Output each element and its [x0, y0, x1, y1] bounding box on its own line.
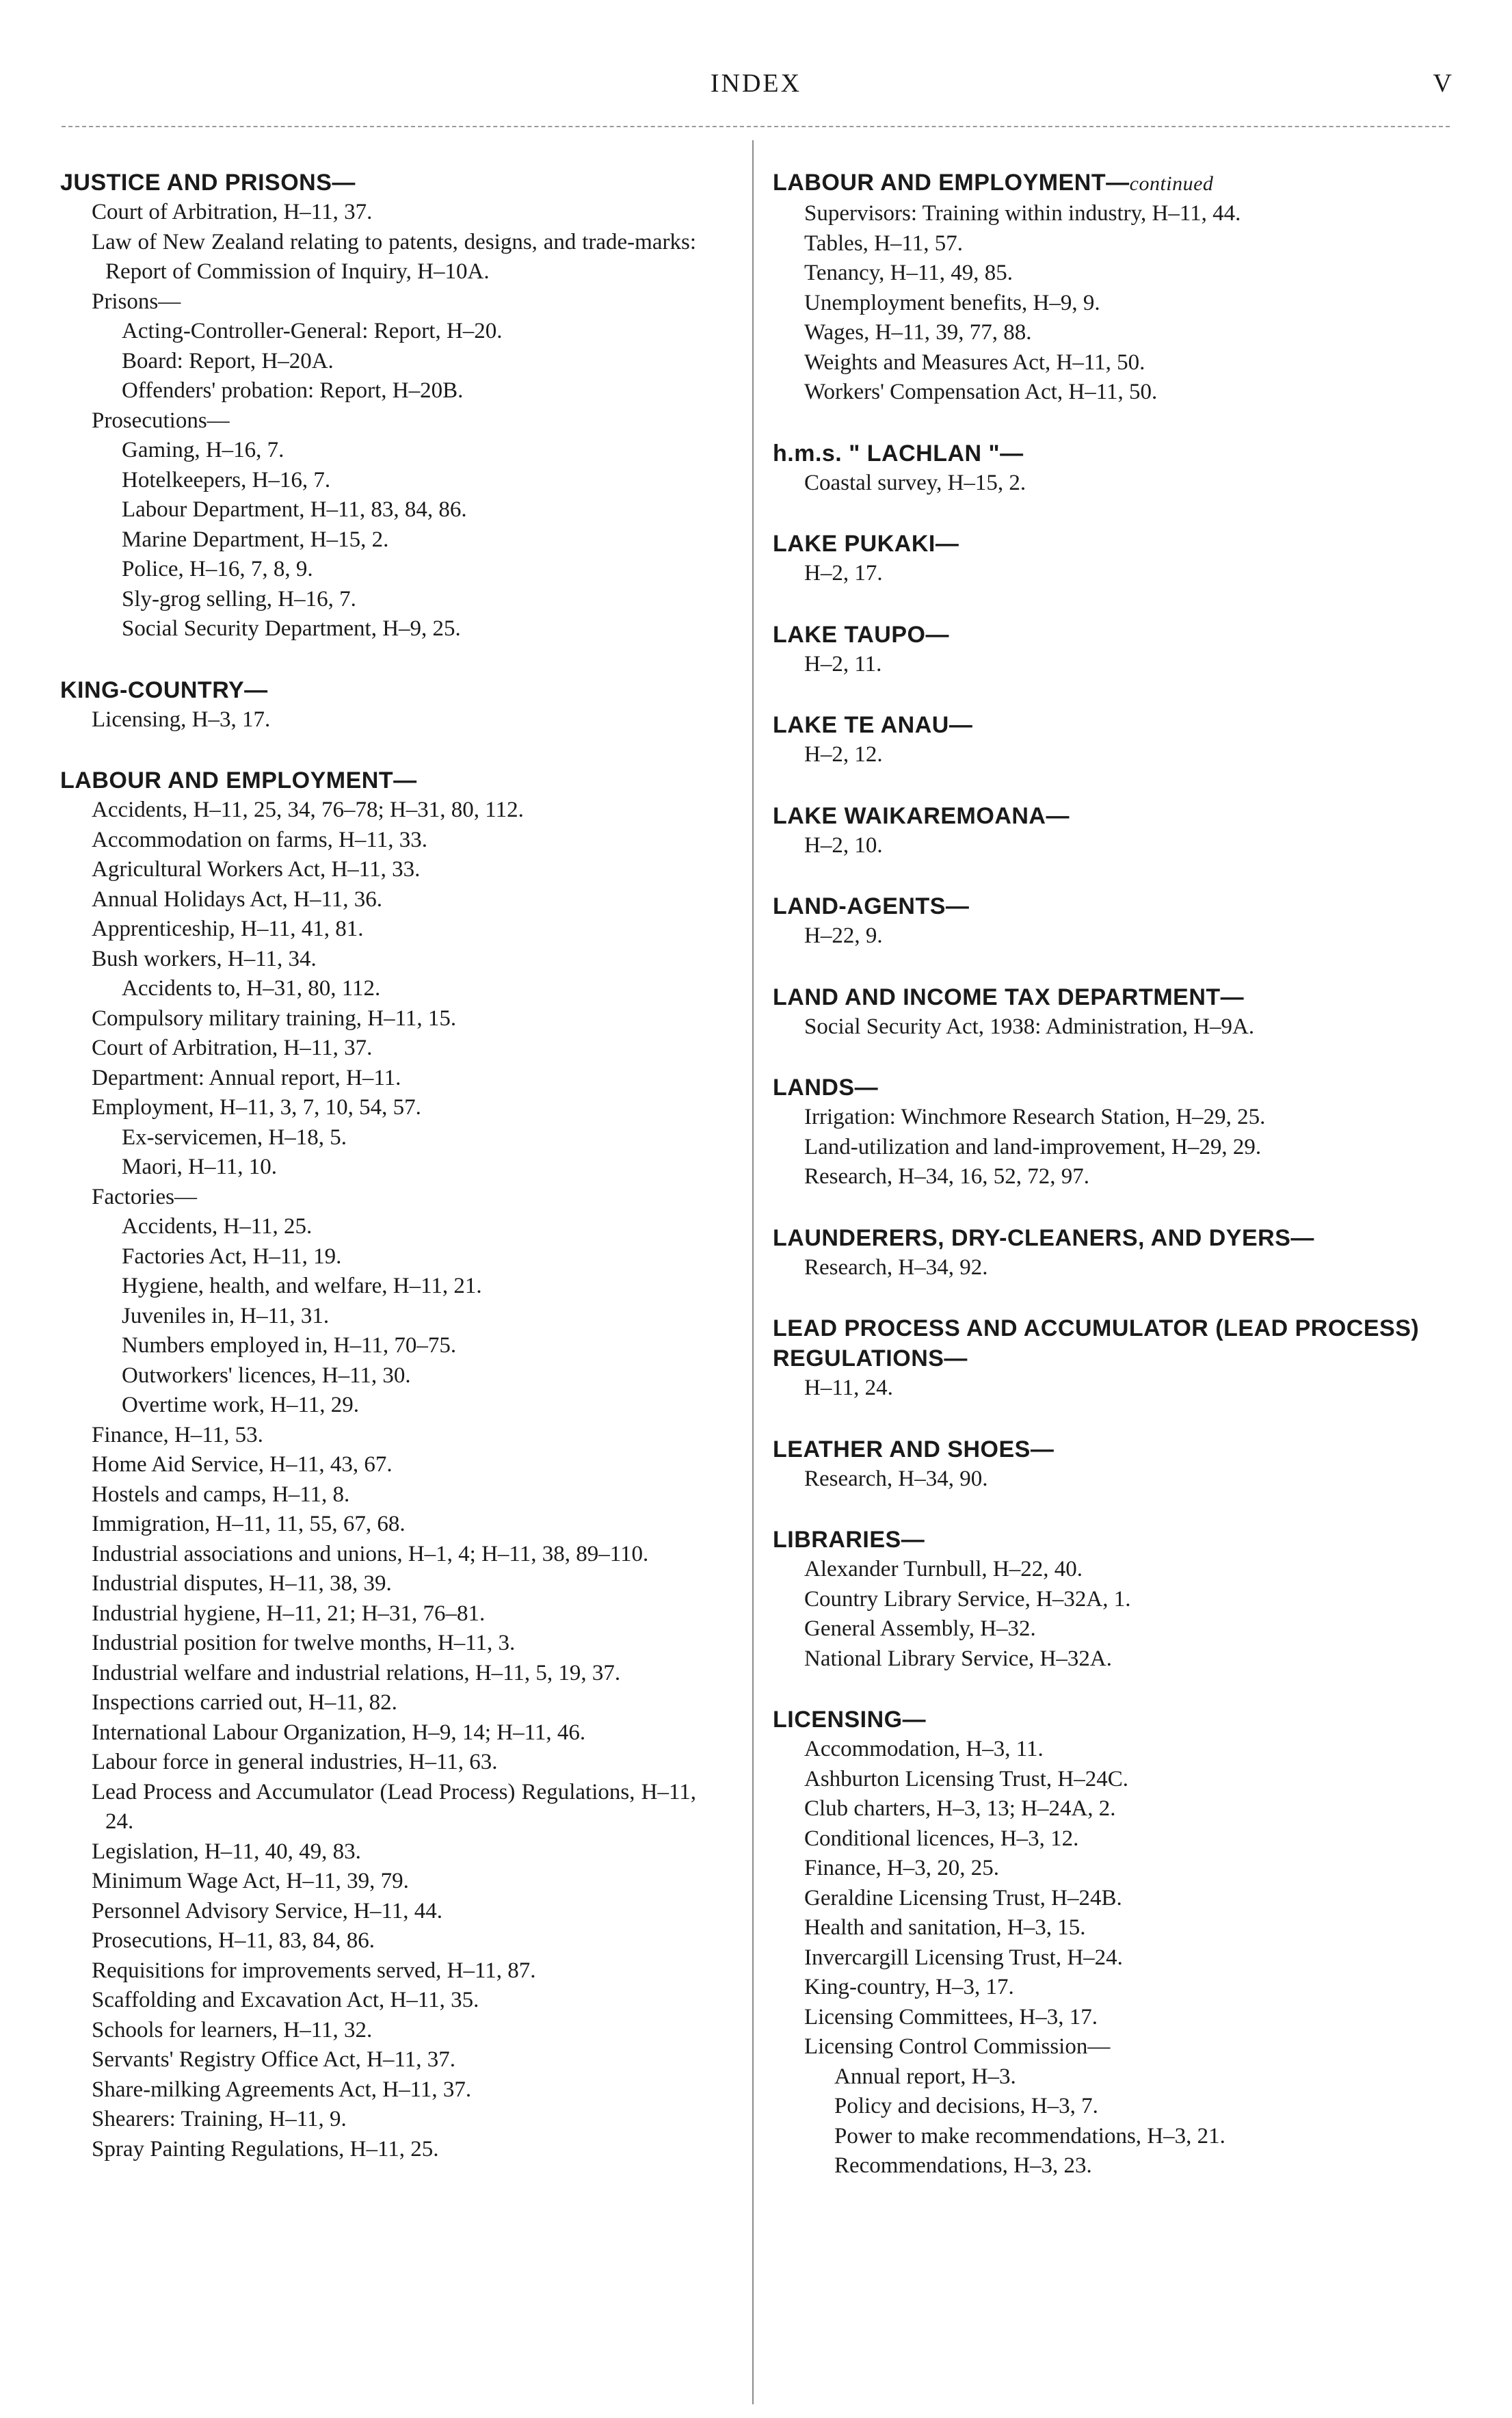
index-block [60, 765, 696, 2164]
index-entry: Unemployment benefits, H–9, 9. [804, 290, 1100, 315]
page-title: INDEX [710, 69, 802, 98]
index-entry: Inspections carried out, H–11, 82. [92, 1690, 397, 1715]
index-entry: Hygiene, health, and welfare, H–11, 21. [122, 1274, 482, 1298]
index-entry: National Library Service, H–32A. [804, 1646, 1112, 1671]
index-heading-text: LABOUR AND EMPLOYMENT— [60, 767, 417, 793]
index-heading [773, 982, 1443, 1012]
index-block [773, 1223, 1443, 1283]
index-entry: Weights and Measures Act, H–11, 50. [804, 350, 1145, 375]
index-heading [773, 1313, 1443, 1374]
index-entry: Overtime work, H–11, 29. [122, 1393, 360, 1417]
index-heading-text: LAKE TE ANAU— [773, 712, 973, 738]
index-entry: Licensing Control Commission— [804, 2034, 1111, 2059]
index-entry: Personnel Advisory Service, H–11, 44. [92, 1898, 442, 1923]
index-entry: Industrial hygiene, H–11, 21; H–31, 76–81. [92, 1601, 486, 1626]
index-entry: Maori, H–11, 10. [122, 1155, 278, 1179]
index-entry: Prosecutions, H–11, 83, 84, 86. [92, 1928, 375, 1953]
index-entry: Hostels and camps, H–11, 8. [92, 1482, 350, 1507]
index-entry: H–11, 24. [804, 1376, 893, 1400]
index-entry: H–2, 12. [804, 742, 883, 767]
index-entry: Finance, H–11, 53. [92, 1422, 263, 1447]
index-entry: Industrial disputes, H–11, 38, 39. [92, 1571, 392, 1596]
index-entry: Labour Department, H–11, 83, 84, 86. [122, 497, 467, 522]
index-block [60, 168, 696, 644]
index-block [773, 801, 1443, 861]
index-entry: Police, H–16, 7, 8, 9. [122, 557, 313, 581]
index-entry: Employment, H–11, 3, 7, 10, 54, 57. [92, 1095, 421, 1120]
index-entry: Tenancy, H–11, 49, 85. [804, 261, 1013, 285]
index-heading [773, 620, 1443, 650]
index-heading [773, 801, 1443, 831]
index-entry: Spray Painting Regulations, H–11, 25. [92, 2136, 439, 2161]
index-entry: Legislation, H–11, 40, 49, 83. [92, 1839, 361, 1864]
index-heading-text: LICENSING— [773, 1707, 927, 1733]
index-entry: Recommendations, H–3, 23. [834, 2153, 1092, 2178]
index-entry: Power to make recommendations, H–3, 21. [834, 2123, 1225, 2148]
index-heading-text: LAUNDERERS, DRY-CLEANERS, AND DYERS— [773, 1224, 1314, 1251]
index-entry: Share-milking Agreements Act, H–11, 37. [92, 2077, 472, 2102]
index-heading-text: LAND-AGENTS— [773, 893, 970, 919]
index-entry: Shearers: Training, H–11, 9. [92, 2107, 347, 2131]
index-entry: Apprenticeship, H–11, 41, 81. [92, 917, 364, 941]
index-entry: Land-utilization and land-improvement, H–29, 29. [804, 1134, 1262, 1159]
index-entry: Juveniles in, H–11, 31. [122, 1303, 330, 1328]
index-entry: Industrial welfare and industrial relations, H–11, 5, 19, 37. [92, 1660, 621, 1685]
index-block [773, 529, 1443, 589]
index-heading-text: LAKE TAUPO— [773, 621, 949, 648]
index-entry: Compulsory military training, H–11, 15. [92, 1006, 457, 1031]
column-divider [752, 140, 754, 2404]
index-entry: H–2, 17. [804, 561, 883, 586]
right-column [773, 168, 1443, 2212]
index-entry: Accommodation, H–3, 11. [804, 1737, 1044, 1761]
index-entry: Supervisors: Training within industry, H–11, 44. [804, 201, 1241, 226]
index-entry: Sly-grog selling, H–16, 7. [122, 586, 356, 612]
index-entry: Social Security Department, H–9, 25. [122, 616, 461, 641]
index-entry: Department: Annual report, H–11. [92, 1065, 401, 1090]
index-entry: Labour force in general industries, H–11, 63. [92, 1750, 498, 1774]
index-entry: International Labour Organization, H–9, 14; H–11, 46. [92, 1720, 586, 1745]
index-entry: Annual Holidays Act, H–11, 36. [92, 886, 382, 912]
index-entry: Ashburton Licensing Trust, H–24C. [804, 1766, 1128, 1791]
index-entry: H–2, 11. [804, 651, 882, 676]
index-entry: Court of Arbitration, H–11, 37. [92, 200, 373, 224]
running-head [0, 68, 1512, 109]
index-entry: Coastal survey, H–15, 2. [804, 470, 1026, 495]
index-entry: Ex-servicemen, H–18, 5. [122, 1125, 347, 1150]
index-entry: Scaffolding and Excavation Act, H–11, 35. [92, 1988, 479, 2012]
index-heading [773, 168, 1443, 199]
index-entry: Lead Process and Accumulator (Lead Process) Regulations, H–11, 24. [92, 1779, 696, 1834]
index-entry: Invercargill Licensing Trust, H–24. [804, 1945, 1123, 1970]
index-block [773, 1073, 1443, 1192]
index-heading [60, 168, 696, 198]
index-heading-text: LEAD PROCESS AND ACCUMULATOR (LEAD PROCESS) REGULATIONS— [773, 1315, 1420, 1371]
index-block [773, 710, 1443, 770]
index-entry: Bush workers, H–11, 34. [92, 946, 317, 971]
index-entry: Research, H–34, 92. [804, 1254, 988, 1280]
index-entry: Requisitions for improvements served, H–11, 87. [92, 1958, 536, 1983]
index-entry: Licensing Committees, H–3, 17. [804, 2004, 1098, 2029]
index-heading [773, 891, 1443, 921]
index-heading-text: JUSTICE AND PRISONS— [60, 170, 356, 196]
index-block [773, 1313, 1443, 1404]
index-entry: Tables, H–11, 57. [804, 231, 964, 256]
index-entry: Geraldine Licensing Trust, H–24B. [804, 1885, 1122, 1910]
index-entry: Gaming, H–16, 7. [122, 438, 284, 462]
index-block [773, 1434, 1443, 1495]
index-heading-text: LABOUR AND EMPLOYMENT— [773, 170, 1130, 196]
index-entry: Wages, H–11, 39, 77, 88. [804, 320, 1032, 345]
index-block [773, 982, 1443, 1042]
index-entry: Acting-Controller-General: Report, H–20. [122, 319, 503, 343]
index-entry: Social Security Act, 1938: Administration, H–9A. [804, 1014, 1255, 1039]
index-heading [60, 765, 696, 796]
index-entry: Home Aid Service, H–11, 43, 67. [92, 1452, 393, 1477]
index-entry: Agricultural Workers Act, H–11, 33. [92, 857, 421, 882]
index-entry: Annual report, H–3. [834, 2064, 1016, 2089]
index-entry: Board: Report, H–20A. [122, 348, 334, 373]
index-entry: Finance, H–3, 20, 25. [804, 1856, 1000, 1880]
index-entry: Prosecutions— [92, 408, 230, 433]
index-block [773, 168, 1443, 408]
index-entry: Irrigation: Winchmore Research Station, H–29, 25. [804, 1105, 1266, 1129]
index-heading-text: LIBRARIES— [773, 1527, 925, 1553]
index-entry: Industrial position for twelve months, H–11, 3. [92, 1631, 516, 1655]
header-rule [62, 126, 1450, 127]
index-heading [773, 529, 1443, 559]
index-heading [773, 1525, 1443, 1555]
index-block [60, 675, 696, 735]
left-column [60, 168, 696, 2195]
index-entry: King-country, H–3, 17. [804, 1975, 1014, 1999]
index-entry: Research, H–34, 90. [804, 1466, 988, 1491]
continued-label: continued [1129, 172, 1214, 195]
index-heading-text: LANDS— [773, 1075, 879, 1101]
index-entry: Prisons— [92, 289, 181, 314]
index-heading [773, 1223, 1443, 1253]
index-entry: Court of Arbitration, H–11, 37. [92, 1036, 373, 1060]
index-entry: H–2, 10. [804, 832, 883, 858]
index-entry: Licensing, H–3, 17. [92, 707, 271, 732]
index-entry: H–22, 9. [804, 923, 883, 948]
index-entry: Servants' Registry Office Act, H–11, 37. [92, 2047, 456, 2072]
index-entry: Schools for learners, H–11, 32. [92, 2017, 373, 2042]
page-number: V [1433, 69, 1452, 98]
index-heading-text: LAKE PUKAKI— [773, 531, 959, 557]
index-entry: Policy and decisions, H–3, 7. [834, 2094, 1098, 2118]
index-entry: Immigration, H–11, 11, 55, 67, 68. [92, 1512, 406, 1536]
index-entry: Health and sanitation, H–3, 15. [804, 1915, 1086, 1940]
index-entry: Accommodation on farms, H–11, 33. [92, 827, 427, 852]
index-entry: General Assembly, H–32. [804, 1616, 1036, 1641]
index-heading-text: LAKE WAIKAREMOANA— [773, 802, 1070, 829]
index-entry: Minimum Wage Act, H–11, 39, 79. [92, 1869, 409, 1893]
index-entry: Research, H–34, 16, 52, 72, 97. [804, 1164, 1090, 1189]
index-block [773, 1525, 1443, 1674]
index-heading-text: LEATHER AND SHOES— [773, 1436, 1055, 1462]
index-entry: Offenders' probation: Report, H–20B. [122, 378, 464, 403]
index-entry: Outworkers' licences, H–11, 30. [122, 1363, 411, 1388]
index-entry: Factories Act, H–11, 19. [122, 1244, 342, 1269]
index-heading [773, 1073, 1443, 1103]
index-entry: Accidents to, H–31, 80, 112. [122, 976, 381, 1001]
index-heading-text: h.m.s. " LACHLAN "— [773, 440, 1024, 466]
index-entry: Conditional licences, H–3, 12. [804, 1826, 1079, 1851]
index-entry: Marine Department, H–15, 2. [122, 527, 389, 552]
index-heading [773, 710, 1443, 740]
index-entry: Accidents, H–11, 25. [122, 1214, 313, 1239]
index-entry: Factories— [92, 1184, 197, 1209]
index-block [773, 438, 1443, 499]
index-heading-text: KING-COUNTRY— [60, 676, 268, 703]
index-block [773, 620, 1443, 680]
index-entry: Alexander Turnbull, H–22, 40. [804, 1557, 1083, 1581]
index-entry: Club charters, H–3, 13; H–24A, 2. [804, 1796, 1116, 1821]
index-heading-text: LAND AND INCOME TAX DEPARTMENT— [773, 984, 1245, 1010]
index-entry: Numbers employed in, H–11, 70–75. [122, 1333, 457, 1358]
index-heading [60, 675, 696, 705]
index-entry: Workers' Compensation Act, H–11, 50. [804, 380, 1158, 404]
index-entry: Accidents, H–11, 25, 34, 76–78; H–31, 80, 112. [92, 798, 524, 822]
index-entry: Country Library Service, H–32A, 1. [804, 1586, 1131, 1612]
index-heading [773, 438, 1443, 469]
index-heading [773, 1434, 1443, 1464]
index-block [773, 891, 1443, 951]
index-entry: Industrial associations and unions, H–1, 4; H–11, 38, 89–110. [92, 1541, 649, 1566]
index-block [773, 1705, 1443, 2181]
index-entry: Hotelkeepers, H–16, 7. [122, 467, 331, 492]
index-heading [773, 1705, 1443, 1735]
index-entry: Law of New Zealand relating to patents, designs, and trade-marks: Report of Commission of Inquiry, H–10A. [92, 229, 696, 284]
